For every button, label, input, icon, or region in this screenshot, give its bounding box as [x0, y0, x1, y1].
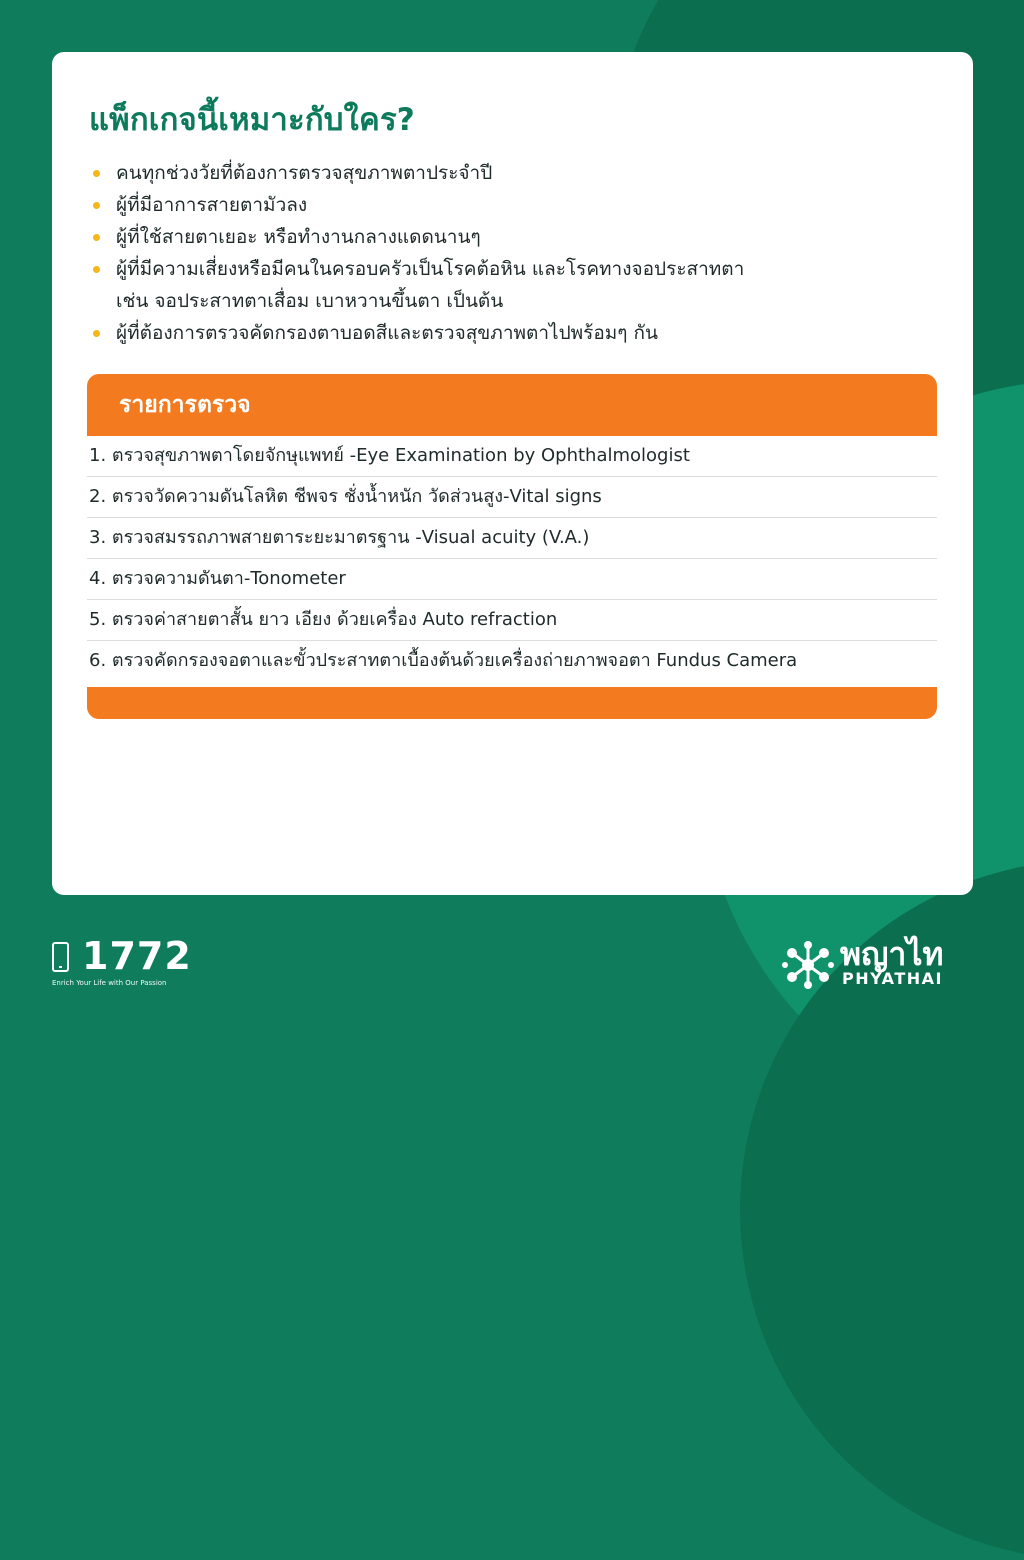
target-group-text: ผู้ที่ต้องการตรวจคัดกรองตาบอดสีและตรวจสุขภาพตาไปพร้อมๆ กัน: [116, 322, 659, 344]
target-group-text: ผู้ที่มีอาการสายตามัวลง: [116, 194, 308, 216]
card-title: แพ็กเกจนี้เหมาะกับใคร?: [89, 102, 415, 138]
exam-section: [87, 374, 937, 719]
exam-header: รายการตรวจ: [87, 374, 937, 436]
target-group-item: [90, 157, 910, 189]
exam-item: 4. ตรวจความดันตา-Tonometer: [87, 559, 937, 600]
target-group-text: ผู้ที่ใช้สายตาเยอะ หรือทำงานกลางแดดนานๆ: [116, 226, 481, 248]
target-group-item: [90, 189, 910, 221]
molecule-logo-icon: [782, 939, 834, 991]
exam-footer-bar: [87, 687, 937, 719]
bullet-dot: [93, 234, 100, 241]
target-group-item: [90, 317, 910, 349]
brand-name-thai: พญาไท: [840, 935, 944, 973]
exam-item: 2. ตรวจวัดความดันโลหิต ชีพจร ชั่งน้ำหนัก วัดส่วนสูง-Vital signs: [87, 477, 937, 518]
brand-name-english: PHYATHAI: [842, 969, 943, 988]
exam-item: 6. ตรวจคัดกรองจอตาและขั้วประสาทตาเบื้องต้นด้วยเครื่องถ่ายภาพจอตา Fundus Camera: [89, 650, 798, 671]
target-group-text: ผู้ที่มีความเสี่ยงหรือมีคนในครอบครัวเป็นโรคต้อหิน และโรคทางจอประสาทตา: [116, 258, 745, 280]
target-group-list: [90, 157, 910, 349]
target-group-text: คนทุกช่วงวัยที่ต้องการตรวจสุขภาพตาประจำปี: [116, 162, 493, 184]
hotline-number: 1772: [82, 934, 192, 978]
exam-item: 3. ตรวจสมรรถภาพสายตาระยะมาตรฐาน -Visual acuity (V.A.): [87, 518, 937, 559]
phone-icon: [52, 942, 69, 972]
target-group-item: [90, 221, 910, 253]
exam-item: 1. ตรวจสุขภาพตาโดยจักษุแพทย์ -Eye Examination by Ophthalmologist: [87, 436, 937, 477]
exam-list: [87, 436, 937, 683]
bullet-dot: [93, 330, 100, 337]
target-group-text: เช่น จอประสาทตาเสื่อม เบาหวานขึ้นตา เป็นต้น: [116, 290, 504, 312]
exam-item: 5. ตรวจค่าสายตาสั้น ยาว เอียง ด้วยเครื่อง Auto refraction: [87, 600, 937, 641]
bullet-dot: [93, 266, 100, 273]
bullet-dot: [93, 202, 100, 209]
info-card: [52, 52, 973, 895]
bullet-dot: [93, 170, 100, 177]
target-group-item: [90, 253, 910, 317]
tagline: Enrich Your Life with Our Passion: [52, 979, 167, 987]
